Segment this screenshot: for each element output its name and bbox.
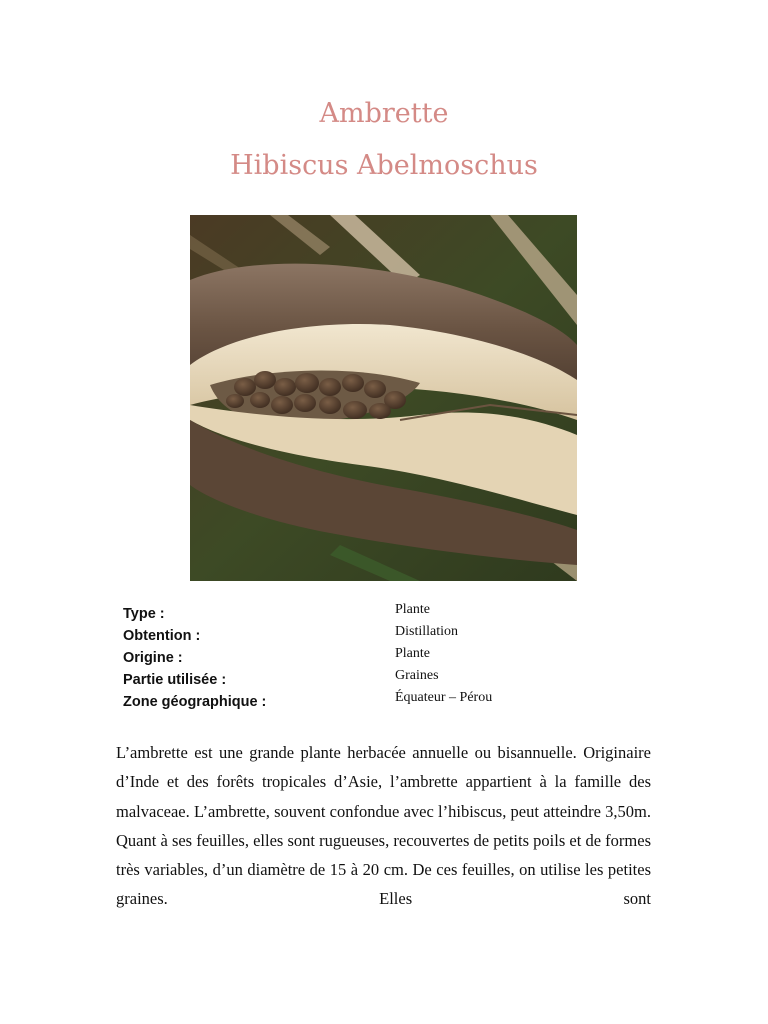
fact-value: Plante <box>395 646 430 661</box>
body-paragraph: L’ambrette est une grande plante herbacée annuelle ou bisannuelle. Originaire d’Inde et des forêts tropicales d’Asie, l’ambrette appartient à la famille des malvaceae. L’ambrette, souvent confondue avec l’hibiscus, peut atteindre 3,50m. Quant à ses feuilles, elles sont rugueuses, recouvertes de petits poils et de formes très variables, d’un diamètre de 15 à 20 cm. De ces feuilles, on utilise les petites graines. Elles sont <box>116 743 651 909</box>
page-title: Ambrette <box>319 98 449 129</box>
fact-label: Type : <box>123 606 165 622</box>
fact-row-obtention <box>123 624 683 646</box>
page-subtitle: Hibiscus Abelmoschus <box>230 150 538 181</box>
fact-row-zone-geographique <box>123 690 683 712</box>
seed-pod-image <box>190 215 577 581</box>
fact-label: Zone géographique : <box>123 694 267 710</box>
fact-label: Partie utilisée : <box>123 672 227 688</box>
fact-value: Équateur – Pérou <box>395 690 493 705</box>
fact-value: Graines <box>395 668 439 683</box>
facts-table <box>123 602 683 712</box>
fact-row-origine <box>123 646 683 668</box>
fact-row-type <box>123 602 683 624</box>
fact-value: Distillation <box>395 624 458 639</box>
fact-value: Plante <box>395 602 430 617</box>
fact-row-partie-utilisee <box>123 668 683 690</box>
fact-label: Origine : <box>123 650 183 666</box>
fact-label: Obtention : <box>123 628 201 644</box>
